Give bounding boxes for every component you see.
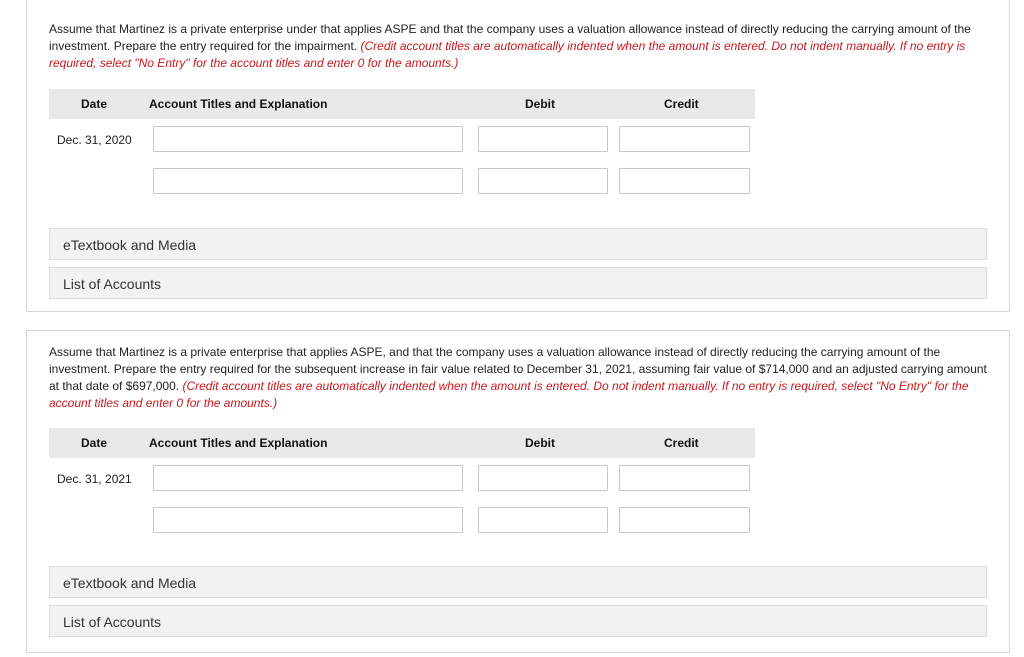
- account-title-input[interactable]: [153, 507, 463, 533]
- etextbook-media-button[interactable]: [49, 228, 987, 260]
- credit-input[interactable]: [619, 168, 750, 194]
- credit-input[interactable]: [619, 507, 750, 533]
- journal-entry-card-2: [26, 330, 1010, 653]
- header-credit: Credit: [664, 97, 699, 111]
- table-header: [49, 89, 755, 119]
- header-credit: Credit: [664, 436, 699, 450]
- debit-input[interactable]: [478, 507, 608, 533]
- entry-date: Dec. 31, 2021: [57, 472, 132, 486]
- list-of-accounts-label: List of Accounts: [63, 276, 162, 292]
- header-debit: Debit: [525, 97, 555, 111]
- header-account-titles: Account Titles and Explanation: [149, 436, 328, 450]
- journal-entry-card-1: [26, 0, 1010, 312]
- instruction-note: (Credit account titles are automatically indented when the amount is entered. Do not indent manually. If no entry is required, select "No Entry" for the account titles and enter 0 for the amounts.): [49, 39, 966, 70]
- instruction-note: (Credit account titles are automatically indented when the amount is entered. Do not indent manually. If no entry is required, select "No Entry" for the account titles and enter 0 for the amounts.): [49, 379, 969, 410]
- list-of-accounts-button[interactable]: [49, 605, 987, 637]
- instruction-text: Assume that Martinez is a private enterprise that applies ASPE, and that the company uses a valuation allowance instead of directly reducing the carrying amount of the investment. Prepare the entry required for the subsequent increase in fair value related to December 31, 2021, assuming fair value of $714,000 and an adjusted carrying amount at that date of $697,000.: [49, 345, 987, 393]
- debit-input[interactable]: [478, 465, 608, 491]
- list-of-accounts-label: List of Accounts: [63, 614, 162, 630]
- instructions: [49, 21, 989, 72]
- credit-input[interactable]: [619, 465, 750, 491]
- header-date: Date: [81, 97, 108, 111]
- instruction-text: Assume that Martinez is a private enterprise under that applies ASPE and that the company uses a valuation allowance instead of directly reducing the carrying amount of the investment. Prepare the entry required for the impairment.: [49, 22, 971, 53]
- header-date: Date: [81, 436, 108, 450]
- instructions: [49, 344, 989, 412]
- debit-input[interactable]: [478, 126, 608, 152]
- table-header: [49, 428, 755, 458]
- credit-input[interactable]: [619, 126, 750, 152]
- debit-input[interactable]: [478, 168, 608, 194]
- header-account-titles: Account Titles and Explanation: [149, 97, 328, 111]
- account-title-input[interactable]: [153, 168, 463, 194]
- etextbook-media-label: eTextbook and Media: [63, 237, 197, 253]
- account-title-input[interactable]: [153, 126, 463, 152]
- entry-date: Dec. 31, 2020: [57, 133, 132, 147]
- list-of-accounts-button[interactable]: [49, 267, 987, 299]
- account-title-input[interactable]: [153, 465, 463, 491]
- header-debit: Debit: [525, 436, 555, 450]
- etextbook-media-label: eTextbook and Media: [63, 575, 197, 591]
- etextbook-media-button[interactable]: [49, 566, 987, 598]
